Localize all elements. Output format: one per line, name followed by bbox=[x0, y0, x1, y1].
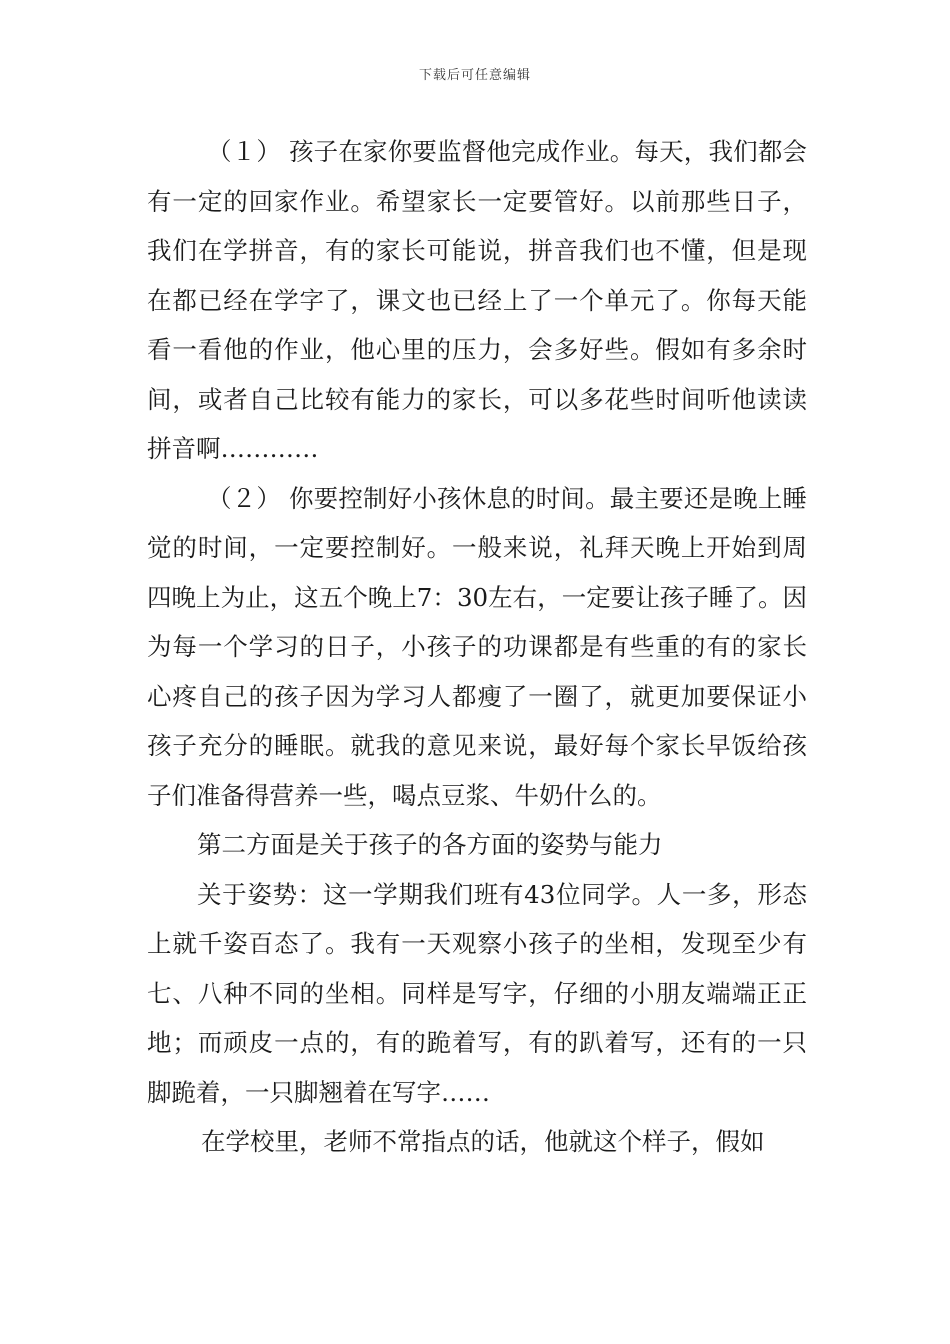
paragraph-homework: （１） 孩子在家你要监督他完成作业。每天，我们都会有一定的回家作业。希望家长一定要管好。以前那些日子，我们在学拼音，有的家长可能说，拼音我们也不懂，但是现在都已经在学字了，课文也已经上了一个单元了。你每天能看一看他的作业，他心里的压力，会多好些。假如有多余时间，或者自己比较有能力的家长，可以多花些时间听他读读拼音啊………… bbox=[147, 137, 807, 463]
page-header: 下载后可任意编辑 bbox=[418, 68, 531, 83]
paragraph-rest-time: （２） 你要控制好小孩休息的时间。最主要还是晚上睡觉的时间，一定要控制好。一般来说，礼拜天晚上开始到周四晚上为止，这五个晚上7：30左右，一定要让孩子睡了。因为每一个学习的日子，小孩子的功课都是有些重的有的家长心疼自己的孩子因为学习人都瘦了一圈了，就更加要保证小孩子充分的睡眠。就我的意见来说，最好每个家长早饭给孩子们准备得营养一些，喝点豆浆、牛奶什么的。 bbox=[147, 483, 807, 810]
document-body bbox=[147, 127, 807, 1167]
paragraph-posture: 关于姿势：这一学期我们班有43位同学。人一多，形态上就千姿百态了。我有一天观察小孩子的坐相，发现至少有七、八种不同的坐相。同样是写字，仔细的小朋友端端正正地；而顽皮一点的，有的跪着写，有的趴着写，还有的一只脚跪着，一只脚翘着在写字…… bbox=[147, 879, 807, 1107]
paragraph-school: 在学校里，老师不常指点的话，他就这个样子，假如 bbox=[201, 1127, 765, 1156]
section-heading: 第二方面是关于孩子的各方面的姿势与能力 bbox=[197, 830, 663, 859]
